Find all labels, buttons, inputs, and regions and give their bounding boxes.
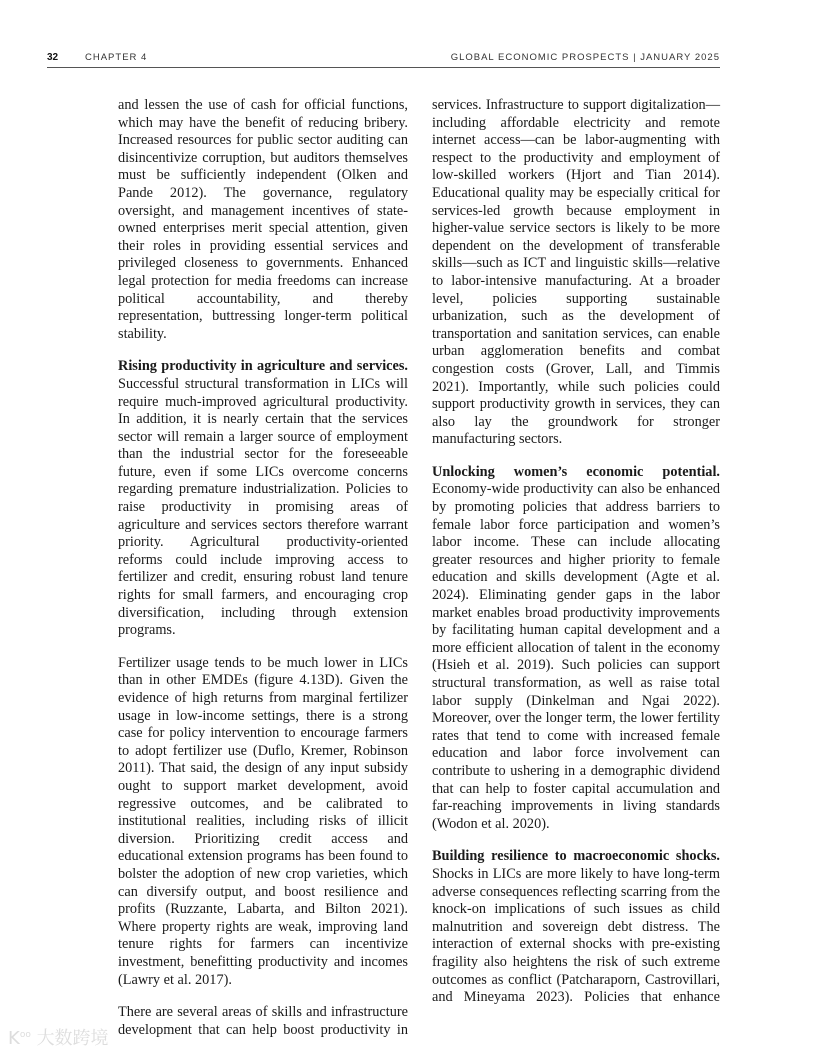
paragraph-text: and lessen the use of cash for official functions, which may have the benefit of reducing bribery. Increased resources for public sector auditing can disincentivize corruption, but auditors themselves must be sufficiently independent (Olken and Pande 2012). The governance, regulatory oversight, and management incentives of state-owned enterprises merit special attention, given their roles in providing essential services and privileged closeness to governments. Enhanced legal protection for media freedoms can increase political accountability, and thereby representation, buttressing longer-term political stability. <box>118 97 408 342</box>
paragraph-women <box>432 464 720 833</box>
paragraph-text: services. Infrastructure to support digitalization—including affordable electricity and remote internet access—can be labor-augmenting with respect to the productivity and employment of low-skilled workers (Hjort and Tian 2014). Educational quality may be especially critical for services-led growth because employment in higher-value service sectors is likely to be more dependent on the development of transferable skills—such as ICT and linguistic skills—relative to labor-intensive manufacturing. At a broader level, policies supporting sustainable urbanization, such as the development of transportation and sanitation services, can enable urban agglomeration benefits and combat congestion costs (Grover, Lall, and Timmis 2021). Importantly, while such policies could support productivity growth in services, they can also lay the groundwork for stronger manufacturing sectors. <box>432 97 720 448</box>
paragraph-text: Shocks in LICs are more likely to have long-term adverse consequences reflecting scarring from the knock-on implications of such issues as child malnutrition and sovereign debt distress. The interaction of external shocks with pre-existing fragility also heightens the risk of such extreme outcomes as conflict (Patcharaporn, Castrovillari, and Mineyama 2023). Policies that enhance <box>432 865 720 1006</box>
paragraph-fertilizer <box>118 655 408 989</box>
watermark-text: 大数跨境 <box>36 1028 109 1049</box>
watermark-logo: $K^{oo}$ 大数跨境 <box>8 1028 109 1049</box>
paragraph-lead: Building resilience to macroeconomic shocks. <box>432 848 720 865</box>
publication-title: GLOBAL ECONOMIC PROSPECTS | JANUARY 2025 <box>450 52 720 63</box>
paragraph-resilience <box>432 848 720 1006</box>
paragraph-lead: Rising productivity in agriculture and services. <box>118 358 408 375</box>
paragraph-text: Successful structural transformation in LICs will require much-improved agricultural productivity. In addition, it is nearly certain that the services sector will remain a larger source of employment than the industrial sector for the foreseeable future, even if some LICs overcome concerns regarding premature industrialization. Policies to raise productivity in promising areas of agriculture and services sectors therefore warrant priority. Agricultural productivity-oriented reforms could include improving access to fertilizer and credit, ensuring robust land tenure rights for small farmers, and encouraging crop diversification, including through extension programs. <box>118 375 408 639</box>
paragraph-lead: Unlocking women’s economic potential. <box>432 463 720 480</box>
header-rule <box>47 67 720 68</box>
right-column <box>432 97 720 1007</box>
page-number: 32 <box>47 52 59 63</box>
left-column <box>118 97 408 1039</box>
paragraph-services-infrastructure <box>432 97 720 449</box>
paragraph-skills <box>118 1004 408 1039</box>
chapter-label: CHAPTER 4 <box>85 52 148 63</box>
paragraph-agriculture-services <box>118 358 408 640</box>
paragraph-text: Fertilizer usage tends to be much lower in LICs than in other EMDEs (figure 4.13D). Given the evidence of high returns from marginal fertilizer usage in low-income settings, there is a strong case for policy intervention to encourage farmers to adopt fertilizer use (Duflo, Kremer, Robinson 2011). That said, the design of any input subsidy ought to support market development, avoid regressive outcomes, and be calibrated to institutional realities, including risks of illicit diversion. Prioritizing credit access and educational extension programs has been found to bolster the adoption of new crop varieties, which can diversify output, and boost resilience and profits (Ruzzante, Labarta, and Bilton 2021). Where property rights are weak, improving land tenure rights for farmers can incentivize investment, benefitting productivity and incomes (Lawry et al. 2017). <box>118 654 408 988</box>
paragraph-text: There are several areas of skills and infrastructure development that can help boost productivity in <box>118 1004 408 1038</box>
paragraph-governance <box>118 97 408 343</box>
paragraph-text: Economy-wide productivity can also be enhanced by promoting policies that address barriers to female labor force participation and women’s labor income. These can include allocating greater resources and higher priority to female education and skills development (Agte et al. 2024). Eliminating gender gaps in the labor market enables broad productivity improvements by facilitating human capital development and a more efficient allocation of talent in the economy (Hsieh et al. 2019). Such policies can support structural transformation, as well as raise total labor supply (Dinkelman and Ngai 2022). Moreover, over the longer term, the lower fertility rates that tend to come with increased female education and labor force involvement can contribute to ushering in a demographic dividend that can help to foster capital accumulation and far-reaching improvements in living standards (Wodon et al. 2020). <box>432 481 720 832</box>
